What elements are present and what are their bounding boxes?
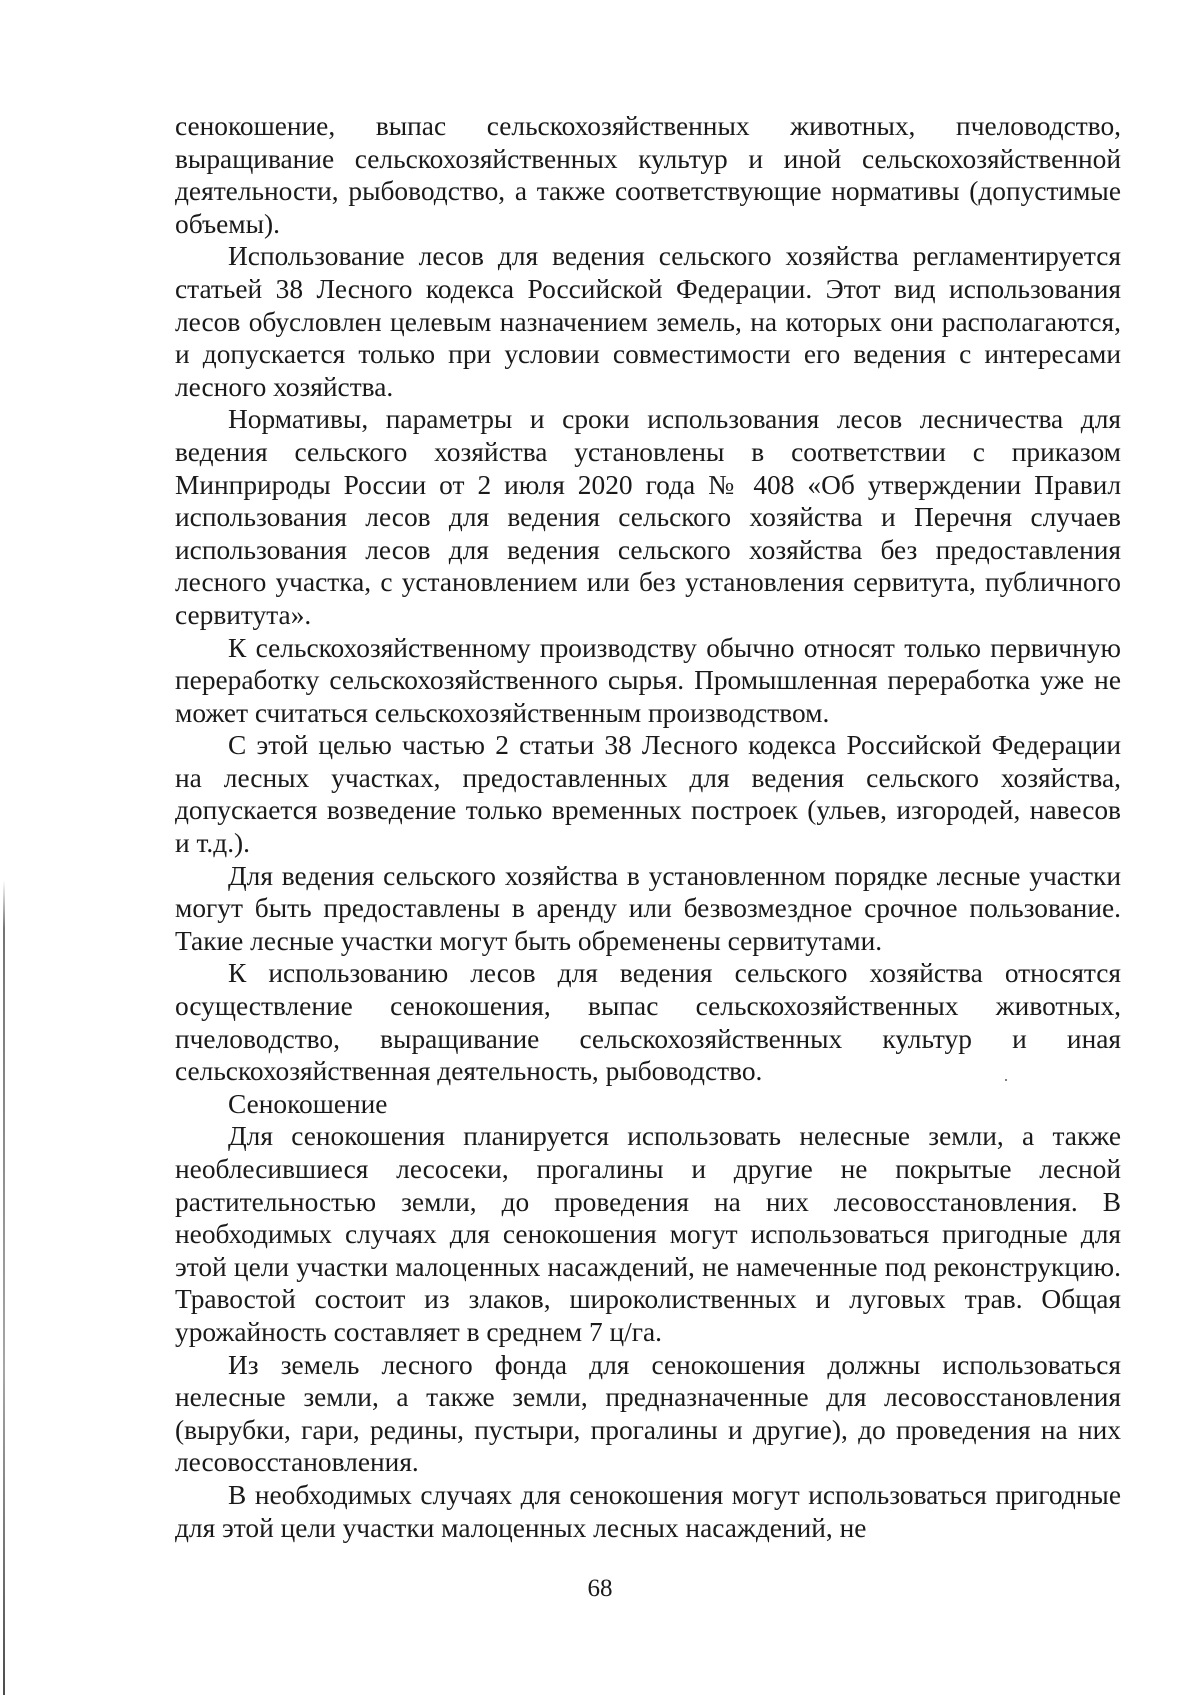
document-body xyxy=(175,110,1121,1544)
paragraph-lease: Для ведения сельского хозяйства в установленном порядке лесные участки могут быть предоставлены в аренду или безвозмездное срочное пользование. Такие лесные участки могут быть обременены сервитутами. xyxy=(175,860,1121,956)
paragraph-continuation: сенокошение, выпас сельскохозяйственных животных, пчеловодство, выращивание сельскохозяйственных культур и иной сельскохозяйственной деятельности, рыбоводство, а также соответствующие нормативы (допустимые объемы). xyxy=(175,111,1121,239)
paragraph-haymaking-plan: Для сенокошения планируется использовать нелесные земли, а также необлесившиеся лесосеки, прогалины и другие не покрытые лесной растительностью земли, до проведения на них лесовосстановления. В необходимых случаях для сенокошения могут использоваться пригодные для этой цели участки малоценных насаждений, не намеченные под реконструкцию. Травостой состоит из злаков, широколиственных и луговых трав. Общая урожайность составляет в среднем 7 ц/га. xyxy=(175,1121,1121,1347)
paragraph-production: К сельскохозяйственному производству обычно относят только первичную переработку сельскохозяйственного сырья. Промышленная переработка уже не может считаться сельскохозяйственным производством. xyxy=(175,632,1121,728)
paragraph-norms: Нормативы, параметры и сроки использования лесов лесничества для ведения сельского хозяйства установлены в соответствии с приказом Минприроды России от 2 июля 2020 года № 408 «Об утверждении Правил использования лесов для ведения сельского хозяйства и Перечня случаев использования лесов для ведения сельского хозяйства без предоставления лесного участка, с установлением или без установления сервитута, публичного сервитута». xyxy=(175,404,1121,630)
paragraph-necessary-cases: В необходимых случаях для сенокошения могут использоваться пригодные для этой цели участки малоценных лесных насаждений, не xyxy=(175,1479,1121,1543)
section-heading-haymaking: Сенокошение xyxy=(228,1088,388,1119)
paragraph-forest-fund-lands: Из земель лесного фонда для сенокошения должны использоваться нелесные земли, а также земли, предназначенные для лесовосстановления (вырубки, гари, редины, пустыри, прогалины и другие), до проведения на них лесовосстановления. xyxy=(175,1349,1121,1478)
paragraph-article-38: Использование лесов для ведения сельского хозяйства регламентируется статьей 38 Лесного кодекса Российской Федерации. Этот вид использования лесов обусловлен целевым назначением земель, на которых они располагаются, и допускается только при условии совместимости его ведения с интересами лесного хозяйства. xyxy=(175,241,1121,402)
page-number: 68 xyxy=(587,1575,613,1602)
scan-edge-shadow xyxy=(3,880,5,1695)
paragraph-uses: К использованию лесов для ведения сельского хозяйства относятся осуществление сенокошения, выпас сельскохозяйственных животных, пчеловодство, выращивание сельскохозяйственных культур и иная сельскохозяйственная деятельность, рыбоводство. xyxy=(175,958,1121,1087)
paragraph-temporary-buildings: С этой целью частью 2 статьи 38 Лесного кодекса Российской Федерации на лесных участках, предоставленных для ведения сельского хозяйства, допускается возведение только временных построек (ульев, изгородей, навесов и т.д.). xyxy=(175,730,1121,859)
